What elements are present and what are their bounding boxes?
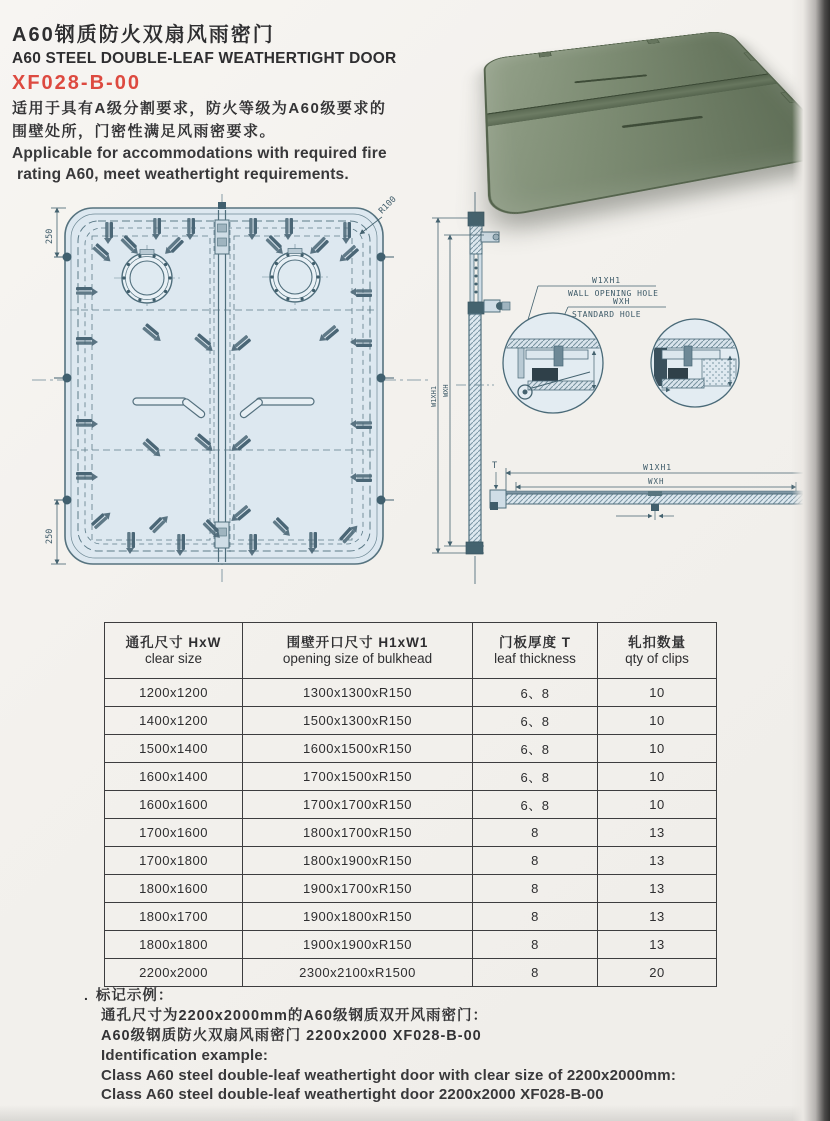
col-header-cn: 通孔尺寸 HxW bbox=[125, 635, 222, 650]
col-header-en: opening size of bulkhead bbox=[282, 651, 433, 666]
example-cn-line2: A60级钢质防火双扇风雨密门 2200x2000 XF028-B-00 bbox=[101, 1028, 482, 1044]
col-header-opening-size bbox=[243, 623, 473, 679]
table-cell: 6、8 bbox=[473, 763, 598, 791]
col-header-qty-clips bbox=[598, 623, 717, 679]
page-title-cn: A60钢质防火双扇风雨密门 bbox=[12, 24, 275, 46]
front-view-drawing bbox=[30, 192, 430, 584]
page-edge-shadow bbox=[792, 0, 830, 1121]
example-cn-line1: 通孔尺寸为2200x2000mm的A60级钢质双开风雨密门： bbox=[101, 1008, 488, 1024]
table-row bbox=[105, 791, 717, 819]
table-row bbox=[105, 679, 717, 707]
table-cell: 1900x1900xR150 bbox=[243, 931, 473, 959]
table-row bbox=[105, 707, 717, 735]
product-photo bbox=[452, 6, 824, 196]
description-en-line1: Applicable for accommodations with required fire bbox=[12, 145, 387, 162]
label-wxh: WXH bbox=[613, 297, 631, 306]
dim-label-r100: R100 bbox=[377, 194, 399, 217]
table-cell: 1600x1500xR150 bbox=[243, 735, 473, 763]
col-header-en: qty of clips bbox=[625, 651, 689, 666]
page-bottom-shadow bbox=[0, 1105, 830, 1121]
example-en-line2: Class A60 steel double-leaf weathertight door 2200x2000 XF028-B-00 bbox=[101, 1086, 604, 1103]
table-cell: 10 bbox=[598, 791, 717, 819]
table-cell: 8 bbox=[473, 903, 598, 931]
horizontal-section-drawing bbox=[488, 444, 822, 536]
table-row bbox=[105, 735, 717, 763]
spec-table-header bbox=[105, 623, 717, 679]
table-cell: 8 bbox=[473, 959, 598, 987]
spec-table bbox=[104, 622, 717, 987]
dim-label-250-top: 250 bbox=[45, 228, 55, 244]
dim-label-wxh-side: WXH bbox=[442, 384, 450, 397]
table-cell: 1700x1700xR150 bbox=[243, 791, 473, 819]
label-standard-hole: STANDARD HOLE bbox=[572, 310, 642, 319]
door-handle-upper bbox=[574, 74, 647, 83]
table-cell: 1900x1700xR150 bbox=[243, 875, 473, 903]
table-cell: 1900x1800xR150 bbox=[243, 903, 473, 931]
table-cell: 8 bbox=[473, 847, 598, 875]
table-cell: 1700x1500xR150 bbox=[243, 763, 473, 791]
table-row bbox=[105, 763, 717, 791]
table-cell: 8 bbox=[473, 875, 598, 903]
hinge-tab bbox=[743, 51, 762, 60]
table-row bbox=[105, 847, 717, 875]
col-header-leaf-thickness bbox=[473, 623, 598, 679]
table-cell: 1500x1400 bbox=[105, 735, 243, 763]
table-cell: 2200x2000 bbox=[105, 959, 243, 987]
table-cell: 13 bbox=[598, 819, 717, 847]
table-cell: 10 bbox=[598, 735, 717, 763]
table-cell: 6、8 bbox=[473, 791, 598, 819]
table-cell: 1700x1600 bbox=[105, 819, 243, 847]
dimension-250-top bbox=[45, 208, 66, 257]
table-cell: 8 bbox=[473, 819, 598, 847]
door-photo-panel bbox=[483, 30, 830, 220]
dim-label-250-bottom: 250 bbox=[45, 528, 55, 544]
description-cn-line1: 适用于具有A级分割要求，防火等级为A60级要求的 bbox=[12, 100, 387, 117]
col-header-cn: 围壁开口尺寸 H1xW1 bbox=[286, 635, 429, 650]
table-row bbox=[105, 959, 717, 987]
table-cell: 13 bbox=[598, 875, 717, 903]
table-cell: 20 bbox=[598, 959, 717, 987]
table-row bbox=[105, 875, 717, 903]
table-cell: 1800x1700 bbox=[105, 903, 243, 931]
dim-label-w1xh1-horiz: W1XH1 bbox=[643, 463, 673, 472]
example-label-cn: 标记示例： bbox=[95, 988, 174, 1004]
example-label-en: Identification example: bbox=[101, 1047, 269, 1064]
table-cell: 1600x1400 bbox=[105, 763, 243, 791]
table-cell: 1300x1300xR150 bbox=[243, 679, 473, 707]
col-header-en: clear size bbox=[144, 651, 203, 666]
spec-table-body bbox=[105, 679, 717, 987]
col-header-cn: 门板厚度 T bbox=[499, 635, 571, 650]
table-row bbox=[105, 819, 717, 847]
table-cell: 1800x1900xR150 bbox=[243, 847, 473, 875]
dim-label-wxh-horiz: WXH bbox=[648, 477, 665, 486]
col-header-en: leaf thickness bbox=[494, 651, 576, 666]
description-cn-line2: 围壁处所，门密性满足风雨密要求。 bbox=[12, 123, 277, 140]
example-en-line1: Class A60 steel double-leaf weathertight door with clear size of 2200x2000mm: bbox=[101, 1066, 677, 1084]
table-cell: 1400x1200 bbox=[105, 707, 243, 735]
door-center-seam bbox=[487, 74, 776, 127]
table-cell: 10 bbox=[598, 707, 717, 735]
identification-example bbox=[84, 986, 744, 1105]
table-cell: 1200x1200 bbox=[105, 679, 243, 707]
table-row bbox=[105, 931, 717, 959]
stray-dot: . bbox=[84, 987, 88, 1003]
table-cell: 1800x1800 bbox=[105, 931, 243, 959]
dimension-250-bottom bbox=[45, 500, 66, 564]
table-cell: 6、8 bbox=[473, 735, 598, 763]
table-cell: 6、8 bbox=[473, 707, 598, 735]
seam-top-latch bbox=[218, 202, 226, 209]
table-cell: 1800x1600 bbox=[105, 875, 243, 903]
description-en-line2: rating A60, meet weathertight requirements. bbox=[17, 166, 349, 183]
hinge-tab bbox=[538, 48, 552, 57]
table-header-row bbox=[105, 623, 717, 679]
table-cell: 1700x1800 bbox=[105, 847, 243, 875]
table-cell: 1600x1600 bbox=[105, 791, 243, 819]
door-seam-line bbox=[487, 74, 768, 115]
model-code: XF028-B-00 bbox=[12, 72, 141, 94]
hinge-tab bbox=[644, 36, 660, 44]
table-cell: 10 bbox=[598, 763, 717, 791]
dim-label-thickness: T bbox=[492, 461, 498, 471]
door-handle-lower bbox=[622, 116, 704, 128]
label-w1xh1: W1XH1 bbox=[592, 276, 622, 285]
table-cell: 6、8 bbox=[473, 679, 598, 707]
page-title-en: A60 STEEL DOUBLE-LEAF WEATHERTIGHT DOOR bbox=[12, 50, 397, 67]
door-leaf-section bbox=[469, 314, 481, 542]
table-cell: 1800x1700xR150 bbox=[243, 819, 473, 847]
col-header-clear-size bbox=[105, 623, 243, 679]
detail-circles-drawing bbox=[498, 256, 798, 452]
table-cell: 10 bbox=[598, 679, 717, 707]
table-cell: 13 bbox=[598, 847, 717, 875]
table-cell: 1500x1300xR150 bbox=[243, 707, 473, 735]
label-wall-opening-hole: WALL OPENING HOLE bbox=[568, 289, 659, 298]
col-header-cn: 轧扣数量 bbox=[628, 635, 686, 650]
table-cell: 2300x2100xR1500 bbox=[243, 959, 473, 987]
table-row bbox=[105, 903, 717, 931]
dim-label-w1xh1-side: W1XH1 bbox=[430, 385, 438, 407]
table-cell: 13 bbox=[598, 931, 717, 959]
table-cell: 8 bbox=[473, 931, 598, 959]
header-block bbox=[12, 22, 467, 185]
table-cell: 13 bbox=[598, 903, 717, 931]
